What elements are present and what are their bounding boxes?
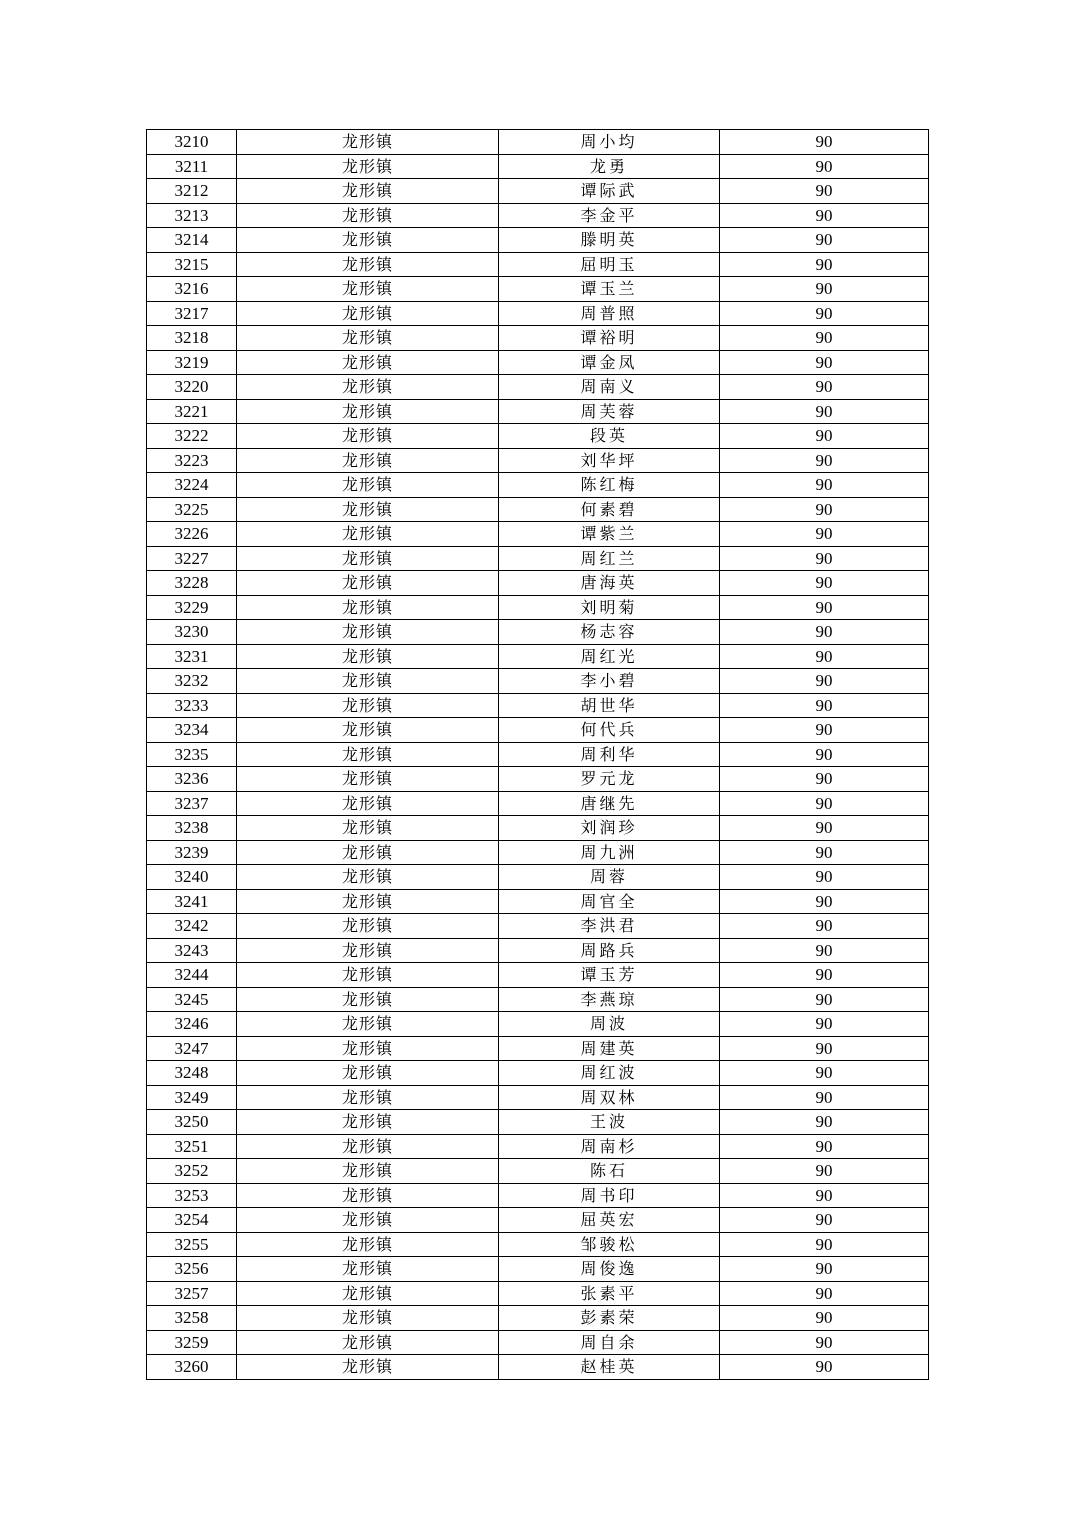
person-name-cell: 周波 — [499, 1012, 720, 1037]
row-number-cell: 3210 — [147, 130, 237, 155]
row-number-cell: 3211 — [147, 154, 237, 179]
score-cell: 90 — [720, 889, 929, 914]
row-number-cell: 3234 — [147, 718, 237, 743]
person-name-cell: 彭素荣 — [499, 1306, 720, 1331]
table-row — [147, 1110, 929, 1135]
table-row — [147, 816, 929, 841]
town-cell: 龙形镇 — [237, 375, 499, 400]
town-cell: 龙形镇 — [237, 252, 499, 277]
row-number-cell: 3231 — [147, 644, 237, 669]
person-name-cell: 张素平 — [499, 1281, 720, 1306]
score-cell: 90 — [720, 130, 929, 155]
table-row — [147, 669, 929, 694]
row-number-cell: 3254 — [147, 1208, 237, 1233]
person-name-cell: 谭际武 — [499, 179, 720, 204]
table-row — [147, 375, 929, 400]
table-row — [147, 938, 929, 963]
score-cell: 90 — [720, 1061, 929, 1086]
table-row — [147, 595, 929, 620]
town-cell: 龙形镇 — [237, 1355, 499, 1380]
score-cell: 90 — [720, 546, 929, 571]
row-number-cell: 3245 — [147, 987, 237, 1012]
row-number-cell: 3225 — [147, 497, 237, 522]
table-row — [147, 1061, 929, 1086]
town-cell: 龙形镇 — [237, 1306, 499, 1331]
score-cell: 90 — [720, 742, 929, 767]
town-cell: 龙形镇 — [237, 228, 499, 253]
row-number-cell: 3220 — [147, 375, 237, 400]
person-name-cell: 周蓉 — [499, 865, 720, 890]
town-cell: 龙形镇 — [237, 742, 499, 767]
row-number-cell: 3222 — [147, 424, 237, 449]
town-cell: 龙形镇 — [237, 326, 499, 351]
person-name-cell: 陈红梅 — [499, 473, 720, 498]
score-cell: 90 — [720, 179, 929, 204]
town-cell: 龙形镇 — [237, 497, 499, 522]
town-cell: 龙形镇 — [237, 448, 499, 473]
score-cell: 90 — [720, 791, 929, 816]
person-name-cell: 刘润珍 — [499, 816, 720, 841]
row-number-cell: 3241 — [147, 889, 237, 914]
score-cell: 90 — [720, 1159, 929, 1184]
table-row — [147, 767, 929, 792]
row-number-cell: 3232 — [147, 669, 237, 694]
row-number-cell: 3216 — [147, 277, 237, 302]
person-name-cell: 罗元龙 — [499, 767, 720, 792]
row-number-cell: 3249 — [147, 1085, 237, 1110]
town-cell: 龙形镇 — [237, 350, 499, 375]
person-name-cell: 周普照 — [499, 301, 720, 326]
person-name-cell: 胡世华 — [499, 693, 720, 718]
person-name-cell: 周俊逸 — [499, 1257, 720, 1282]
score-cell: 90 — [720, 1110, 929, 1135]
town-cell: 龙形镇 — [237, 1257, 499, 1282]
row-number-cell: 3246 — [147, 1012, 237, 1037]
row-number-cell: 3237 — [147, 791, 237, 816]
table-row — [147, 571, 929, 596]
table-row — [147, 1085, 929, 1110]
table-row — [147, 840, 929, 865]
table-row — [147, 203, 929, 228]
score-cell: 90 — [720, 228, 929, 253]
town-cell: 龙形镇 — [237, 1330, 499, 1355]
town-cell: 龙形镇 — [237, 571, 499, 596]
roster-table-body — [147, 130, 929, 1380]
person-name-cell: 周红光 — [499, 644, 720, 669]
town-cell: 龙形镇 — [237, 130, 499, 155]
score-cell: 90 — [720, 203, 929, 228]
row-number-cell: 3259 — [147, 1330, 237, 1355]
table-row — [147, 791, 929, 816]
score-cell: 90 — [720, 987, 929, 1012]
table-row — [147, 889, 929, 914]
town-cell: 龙形镇 — [237, 620, 499, 645]
score-cell: 90 — [720, 522, 929, 547]
town-cell: 龙形镇 — [237, 987, 499, 1012]
table-row — [147, 1208, 929, 1233]
row-number-cell: 3260 — [147, 1355, 237, 1380]
score-cell: 90 — [720, 1330, 929, 1355]
table-row — [147, 693, 929, 718]
score-cell: 90 — [720, 399, 929, 424]
town-cell: 龙形镇 — [237, 767, 499, 792]
row-number-cell: 3226 — [147, 522, 237, 547]
person-name-cell: 唐继先 — [499, 791, 720, 816]
town-cell: 龙形镇 — [237, 693, 499, 718]
town-cell: 龙形镇 — [237, 791, 499, 816]
score-cell: 90 — [720, 154, 929, 179]
table-row — [147, 301, 929, 326]
score-cell: 90 — [720, 1306, 929, 1331]
score-cell: 90 — [720, 1134, 929, 1159]
table-row — [147, 130, 929, 155]
row-number-cell: 3233 — [147, 693, 237, 718]
row-number-cell: 3214 — [147, 228, 237, 253]
person-name-cell: 周双林 — [499, 1085, 720, 1110]
row-number-cell: 3251 — [147, 1134, 237, 1159]
town-cell: 龙形镇 — [237, 179, 499, 204]
person-name-cell: 邹骏松 — [499, 1232, 720, 1257]
town-cell: 龙形镇 — [237, 1012, 499, 1037]
person-name-cell: 滕明英 — [499, 228, 720, 253]
town-cell: 龙形镇 — [237, 473, 499, 498]
table-row — [147, 865, 929, 890]
town-cell: 龙形镇 — [237, 424, 499, 449]
score-cell: 90 — [720, 693, 929, 718]
table-row — [147, 987, 929, 1012]
score-cell: 90 — [720, 301, 929, 326]
town-cell: 龙形镇 — [237, 203, 499, 228]
person-name-cell: 屈英宏 — [499, 1208, 720, 1233]
person-name-cell: 周书印 — [499, 1183, 720, 1208]
score-cell: 90 — [720, 595, 929, 620]
score-cell: 90 — [720, 424, 929, 449]
person-name-cell: 周自余 — [499, 1330, 720, 1355]
town-cell: 龙形镇 — [237, 1110, 499, 1135]
score-cell: 90 — [720, 620, 929, 645]
person-name-cell: 谭玉兰 — [499, 277, 720, 302]
town-cell: 龙形镇 — [237, 1085, 499, 1110]
row-number-cell: 3252 — [147, 1159, 237, 1184]
row-number-cell: 3247 — [147, 1036, 237, 1061]
person-name-cell: 李燕琼 — [499, 987, 720, 1012]
table-row — [147, 1306, 929, 1331]
row-number-cell: 3242 — [147, 914, 237, 939]
table-row — [147, 718, 929, 743]
row-number-cell: 3256 — [147, 1257, 237, 1282]
person-name-cell: 唐海英 — [499, 571, 720, 596]
town-cell: 龙形镇 — [237, 840, 499, 865]
row-number-cell: 3212 — [147, 179, 237, 204]
table-row — [147, 1012, 929, 1037]
town-cell: 龙形镇 — [237, 1183, 499, 1208]
row-number-cell: 3248 — [147, 1061, 237, 1086]
row-number-cell: 3229 — [147, 595, 237, 620]
person-name-cell: 周利华 — [499, 742, 720, 767]
table-row — [147, 179, 929, 204]
table-row — [147, 620, 929, 645]
town-cell: 龙形镇 — [237, 865, 499, 890]
person-name-cell: 陈石 — [499, 1159, 720, 1184]
score-cell: 90 — [720, 644, 929, 669]
town-cell: 龙形镇 — [237, 644, 499, 669]
row-number-cell: 3244 — [147, 963, 237, 988]
person-name-cell: 周芙蓉 — [499, 399, 720, 424]
score-cell: 90 — [720, 497, 929, 522]
row-number-cell: 3228 — [147, 571, 237, 596]
person-name-cell: 周九洲 — [499, 840, 720, 865]
score-cell: 90 — [720, 277, 929, 302]
person-name-cell: 刘华坪 — [499, 448, 720, 473]
roster-table — [146, 129, 929, 1380]
score-cell: 90 — [720, 473, 929, 498]
score-cell: 90 — [720, 1232, 929, 1257]
score-cell: 90 — [720, 448, 929, 473]
row-number-cell: 3255 — [147, 1232, 237, 1257]
person-name-cell: 谭裕明 — [499, 326, 720, 351]
row-number-cell: 3230 — [147, 620, 237, 645]
score-cell: 90 — [720, 1036, 929, 1061]
score-cell: 90 — [720, 571, 929, 596]
town-cell: 龙形镇 — [237, 546, 499, 571]
score-cell: 90 — [720, 1355, 929, 1380]
person-name-cell: 谭金凤 — [499, 350, 720, 375]
town-cell: 龙形镇 — [237, 1159, 499, 1184]
row-number-cell: 3257 — [147, 1281, 237, 1306]
score-cell: 90 — [720, 840, 929, 865]
row-number-cell: 3221 — [147, 399, 237, 424]
row-number-cell: 3258 — [147, 1306, 237, 1331]
town-cell: 龙形镇 — [237, 1036, 499, 1061]
table-row — [147, 644, 929, 669]
table-row — [147, 546, 929, 571]
person-name-cell: 龙勇 — [499, 154, 720, 179]
person-name-cell: 何素碧 — [499, 497, 720, 522]
table-row — [147, 277, 929, 302]
row-number-cell: 3243 — [147, 938, 237, 963]
table-row — [147, 399, 929, 424]
score-cell: 90 — [720, 938, 929, 963]
row-number-cell: 3217 — [147, 301, 237, 326]
score-cell: 90 — [720, 252, 929, 277]
table-row — [147, 1134, 929, 1159]
person-name-cell: 何代兵 — [499, 718, 720, 743]
town-cell: 龙形镇 — [237, 816, 499, 841]
person-name-cell: 周南杉 — [499, 1134, 720, 1159]
person-name-cell: 王波 — [499, 1110, 720, 1135]
town-cell: 龙形镇 — [237, 1061, 499, 1086]
table-row — [147, 252, 929, 277]
table-row — [147, 1159, 929, 1184]
table-row — [147, 154, 929, 179]
score-cell: 90 — [720, 816, 929, 841]
person-name-cell: 赵桂英 — [499, 1355, 720, 1380]
table-row — [147, 963, 929, 988]
person-name-cell: 段英 — [499, 424, 720, 449]
score-cell: 90 — [720, 914, 929, 939]
score-cell: 90 — [720, 1257, 929, 1282]
table-row — [147, 228, 929, 253]
town-cell: 龙形镇 — [237, 399, 499, 424]
score-cell: 90 — [720, 1281, 929, 1306]
town-cell: 龙形镇 — [237, 1281, 499, 1306]
row-number-cell: 3224 — [147, 473, 237, 498]
person-name-cell: 周红波 — [499, 1061, 720, 1086]
row-number-cell: 3238 — [147, 816, 237, 841]
town-cell: 龙形镇 — [237, 914, 499, 939]
score-cell: 90 — [720, 350, 929, 375]
score-cell: 90 — [720, 1085, 929, 1110]
town-cell: 龙形镇 — [237, 938, 499, 963]
score-cell: 90 — [720, 718, 929, 743]
table-row — [147, 1281, 929, 1306]
town-cell: 龙形镇 — [237, 889, 499, 914]
score-cell: 90 — [720, 375, 929, 400]
town-cell: 龙形镇 — [237, 301, 499, 326]
table-row — [147, 1330, 929, 1355]
person-name-cell: 谭紫兰 — [499, 522, 720, 547]
row-number-cell: 3250 — [147, 1110, 237, 1135]
table-row — [147, 914, 929, 939]
table-row — [147, 497, 929, 522]
table-row — [147, 326, 929, 351]
table-row — [147, 1183, 929, 1208]
person-name-cell: 周路兵 — [499, 938, 720, 963]
score-cell: 90 — [720, 669, 929, 694]
table-row — [147, 1257, 929, 1282]
table-row — [147, 1232, 929, 1257]
score-cell: 90 — [720, 1012, 929, 1037]
score-cell: 90 — [720, 1208, 929, 1233]
person-name-cell: 周建英 — [499, 1036, 720, 1061]
town-cell: 龙形镇 — [237, 595, 499, 620]
row-number-cell: 3218 — [147, 326, 237, 351]
town-cell: 龙形镇 — [237, 963, 499, 988]
town-cell: 龙形镇 — [237, 1208, 499, 1233]
town-cell: 龙形镇 — [237, 522, 499, 547]
row-number-cell: 3253 — [147, 1183, 237, 1208]
table-row — [147, 742, 929, 767]
row-number-cell: 3227 — [147, 546, 237, 571]
person-name-cell: 谭玉芳 — [499, 963, 720, 988]
score-cell: 90 — [720, 865, 929, 890]
person-name-cell: 周小均 — [499, 130, 720, 155]
row-number-cell: 3215 — [147, 252, 237, 277]
score-cell: 90 — [720, 767, 929, 792]
person-name-cell: 屈明玉 — [499, 252, 720, 277]
row-number-cell: 3235 — [147, 742, 237, 767]
score-cell: 90 — [720, 1183, 929, 1208]
row-number-cell: 3223 — [147, 448, 237, 473]
table-row — [147, 473, 929, 498]
row-number-cell: 3240 — [147, 865, 237, 890]
score-cell: 90 — [720, 326, 929, 351]
town-cell: 龙形镇 — [237, 1232, 499, 1257]
town-cell: 龙形镇 — [237, 154, 499, 179]
row-number-cell: 3219 — [147, 350, 237, 375]
town-cell: 龙形镇 — [237, 718, 499, 743]
town-cell: 龙形镇 — [237, 669, 499, 694]
person-name-cell: 周红兰 — [499, 546, 720, 571]
person-name-cell: 周南义 — [499, 375, 720, 400]
town-cell: 龙形镇 — [237, 277, 499, 302]
score-cell: 90 — [720, 963, 929, 988]
person-name-cell: 杨志容 — [499, 620, 720, 645]
table-row — [147, 350, 929, 375]
person-name-cell: 周官全 — [499, 889, 720, 914]
person-name-cell: 李洪君 — [499, 914, 720, 939]
row-number-cell: 3236 — [147, 767, 237, 792]
table-row — [147, 1355, 929, 1380]
table-row — [147, 522, 929, 547]
table-row — [147, 1036, 929, 1061]
row-number-cell: 3213 — [147, 203, 237, 228]
row-number-cell: 3239 — [147, 840, 237, 865]
town-cell: 龙形镇 — [237, 1134, 499, 1159]
table-row — [147, 424, 929, 449]
person-name-cell: 刘明菊 — [499, 595, 720, 620]
table-row — [147, 448, 929, 473]
person-name-cell: 李金平 — [499, 203, 720, 228]
person-name-cell: 李小碧 — [499, 669, 720, 694]
